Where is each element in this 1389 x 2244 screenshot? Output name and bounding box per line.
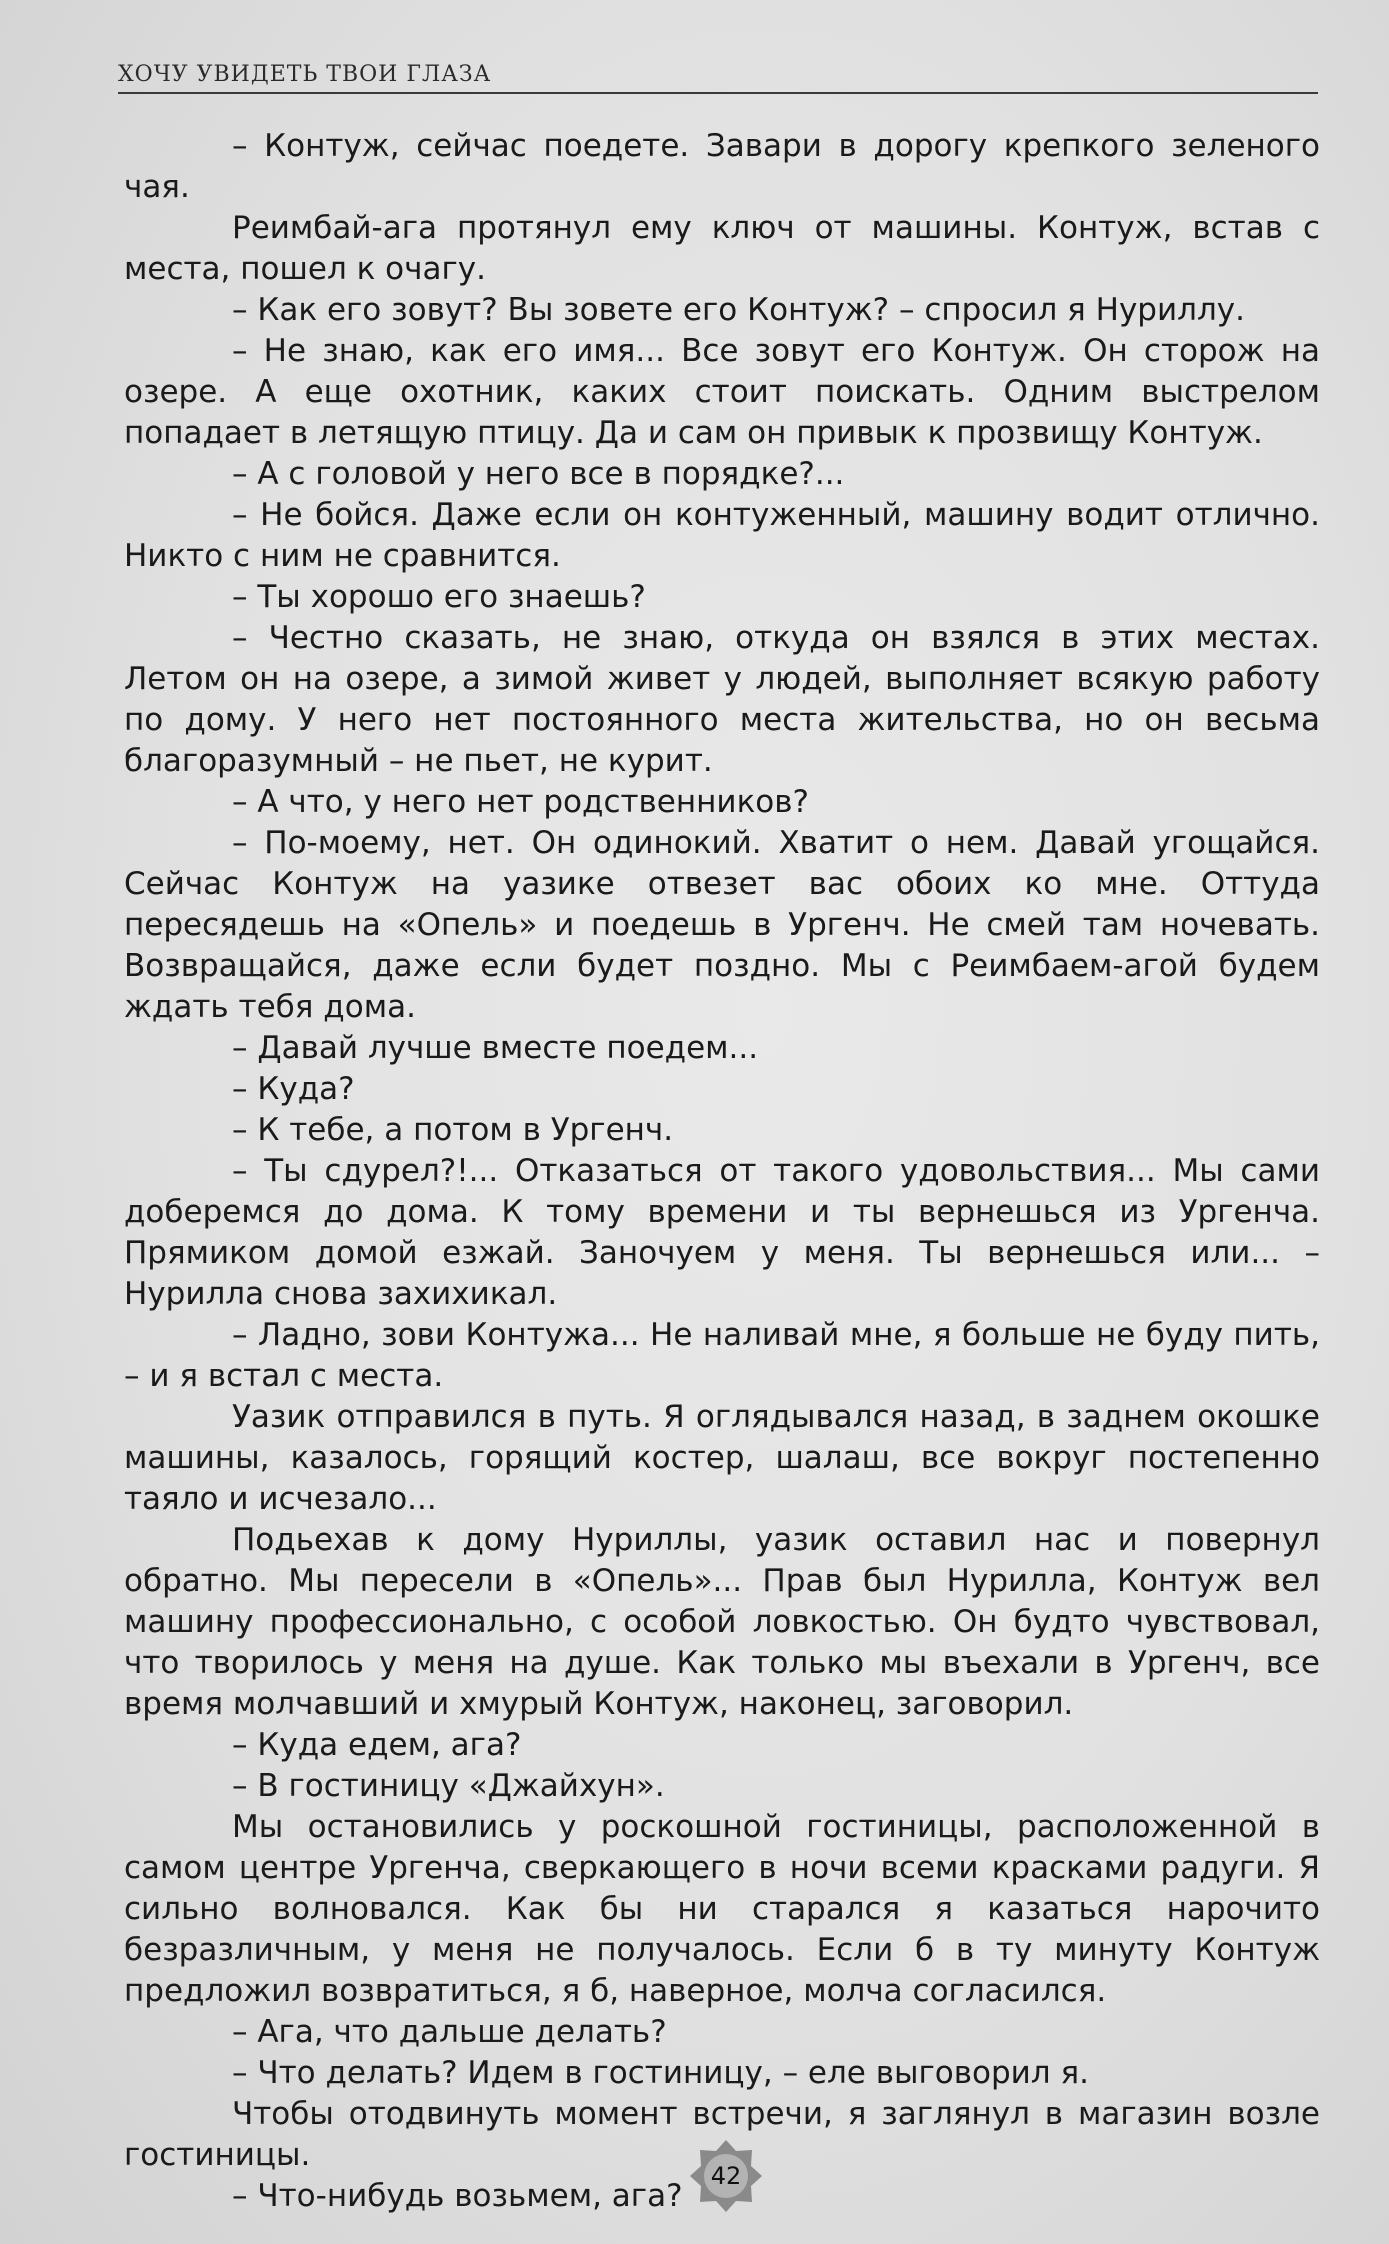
paragraph: – Как его зовут? Вы зовете его Контуж? – спросил я Нуриллу. (232, 292, 1245, 328)
paragraph: – Контуж, сейчас поедете. Завари в дорогу крепкого зеленого чая. (124, 128, 1320, 205)
paragraph: – Что делать? Идем в гостиницу, – еле выговорил я. (232, 2055, 1089, 2091)
running-title: ХОЧУ УВИДЕТЬ ТВОИ ГЛАЗА (118, 62, 492, 87)
paragraph: – Куда едем, ага? (232, 1727, 522, 1763)
paragraph: – В гостиницу «Джайхун». (232, 1768, 665, 1804)
paragraph: – Ты сдурел?!... Отказаться от такого удовольствия... Мы сами доберемся до дома. К тому времени и ты вернешься из Ургенча. Прямиком домой езжай. Заночуем у меня. Ты вернешься или... – Нурилла снова захихикал. (124, 1153, 1320, 1312)
paragraph: – Не знаю, как его имя... Все зовут его Контуж. Он сторож на озере. А еще охотник, каких стоит поискать. Одним выстрелом попадает в летящую птицу. Да и сам он привык к прозвищу Контуж. (124, 333, 1320, 451)
paragraph: Реимбай-ага протянул ему ключ от машины. Контуж, встав с места, пошел к очагу. (124, 210, 1320, 287)
paragraph: Мы остановились у роскошной гостиницы, расположенной в самом центре Ургенча, сверкающего в ночи всеми красками радуги. Я сильно волновался. Как бы ни старался я казаться нарочито безразличным, у меня не получалось. Если б в ту минуту Контуж предложил возвратиться, я б, наверное, молча согласился. (124, 1809, 1320, 2009)
header-rule (118, 92, 1318, 94)
paragraph: Уазик отправился в путь. Я оглядывался назад, в заднем окошке машины, казалось, горящий костер, шалаш, все вокруг постепенно таяло и исчезало... (124, 1399, 1320, 1517)
paragraph: Чтобы отодвинуть момент встречи, я заглянул в магазин возле гостиницы. (124, 2096, 1320, 2173)
paragraph: – Не бойся. Даже если он контуженный, машину водит отлично. Никто с ним не сравнится. (124, 497, 1320, 574)
paragraph: – А что, у него нет родственников? (232, 784, 809, 820)
paragraph: – Куда? (232, 1071, 355, 1107)
paragraph: – Ага, что дальше делать? (232, 2014, 667, 2050)
page-number: 42 (710, 2162, 742, 2190)
page-header (118, 62, 1318, 87)
paragraph: Подьехав к дому Нуриллы, уазик оставил нас и повернул обратно. Мы пересели в «Опель»... Прав был Нурилла, Контуж вел машину профессионально, с особой ловкостью. Он будто чувствовал, что творилось у меня на душе. Как только мы въехали в Ургенч, все время молчавший и хмурый Контуж, наконец, заговорил. (124, 1522, 1320, 1722)
paragraph: – По-моему, нет. Он одинокий. Хватит о нем. Давай угощайся. Сейчас Контуж на уазике отвезет вас обоих ко мне. Оттуда пересядешь на «Опель» и поедешь в Ургенч. Не смей там ночевать. Возвращайся, даже если будет поздно. Мы с Реимбаем-агой будем ждать тебя дома. (124, 825, 1320, 1025)
paragraph: – Давай лучше вместе поедем... (232, 1030, 759, 1066)
paragraph: – Честно сказать, не знаю, откуда он взялся в этих местах. Летом он на озере, а зимой живет у людей, выполняет всякую работу по дому. У него нет постоянного места жительства, но он весьма благоразумный – не пьет, не курит. (124, 620, 1320, 779)
page-number-badge (690, 2140, 762, 2212)
paragraph: – Что-нибудь возьмем, ага? (232, 2178, 683, 2214)
paragraph: – Ты хорошо его знаешь? (232, 579, 646, 615)
body-text (124, 126, 1320, 2217)
paragraph: – Ладно, зови Контужа... Не наливай мне, я больше не буду пить, – и я встал с места. (124, 1317, 1320, 1394)
paragraph: – А с головой у него все в порядке?... (232, 456, 845, 492)
paragraph: – К тебе, а потом в Ургенч. (232, 1112, 674, 1148)
